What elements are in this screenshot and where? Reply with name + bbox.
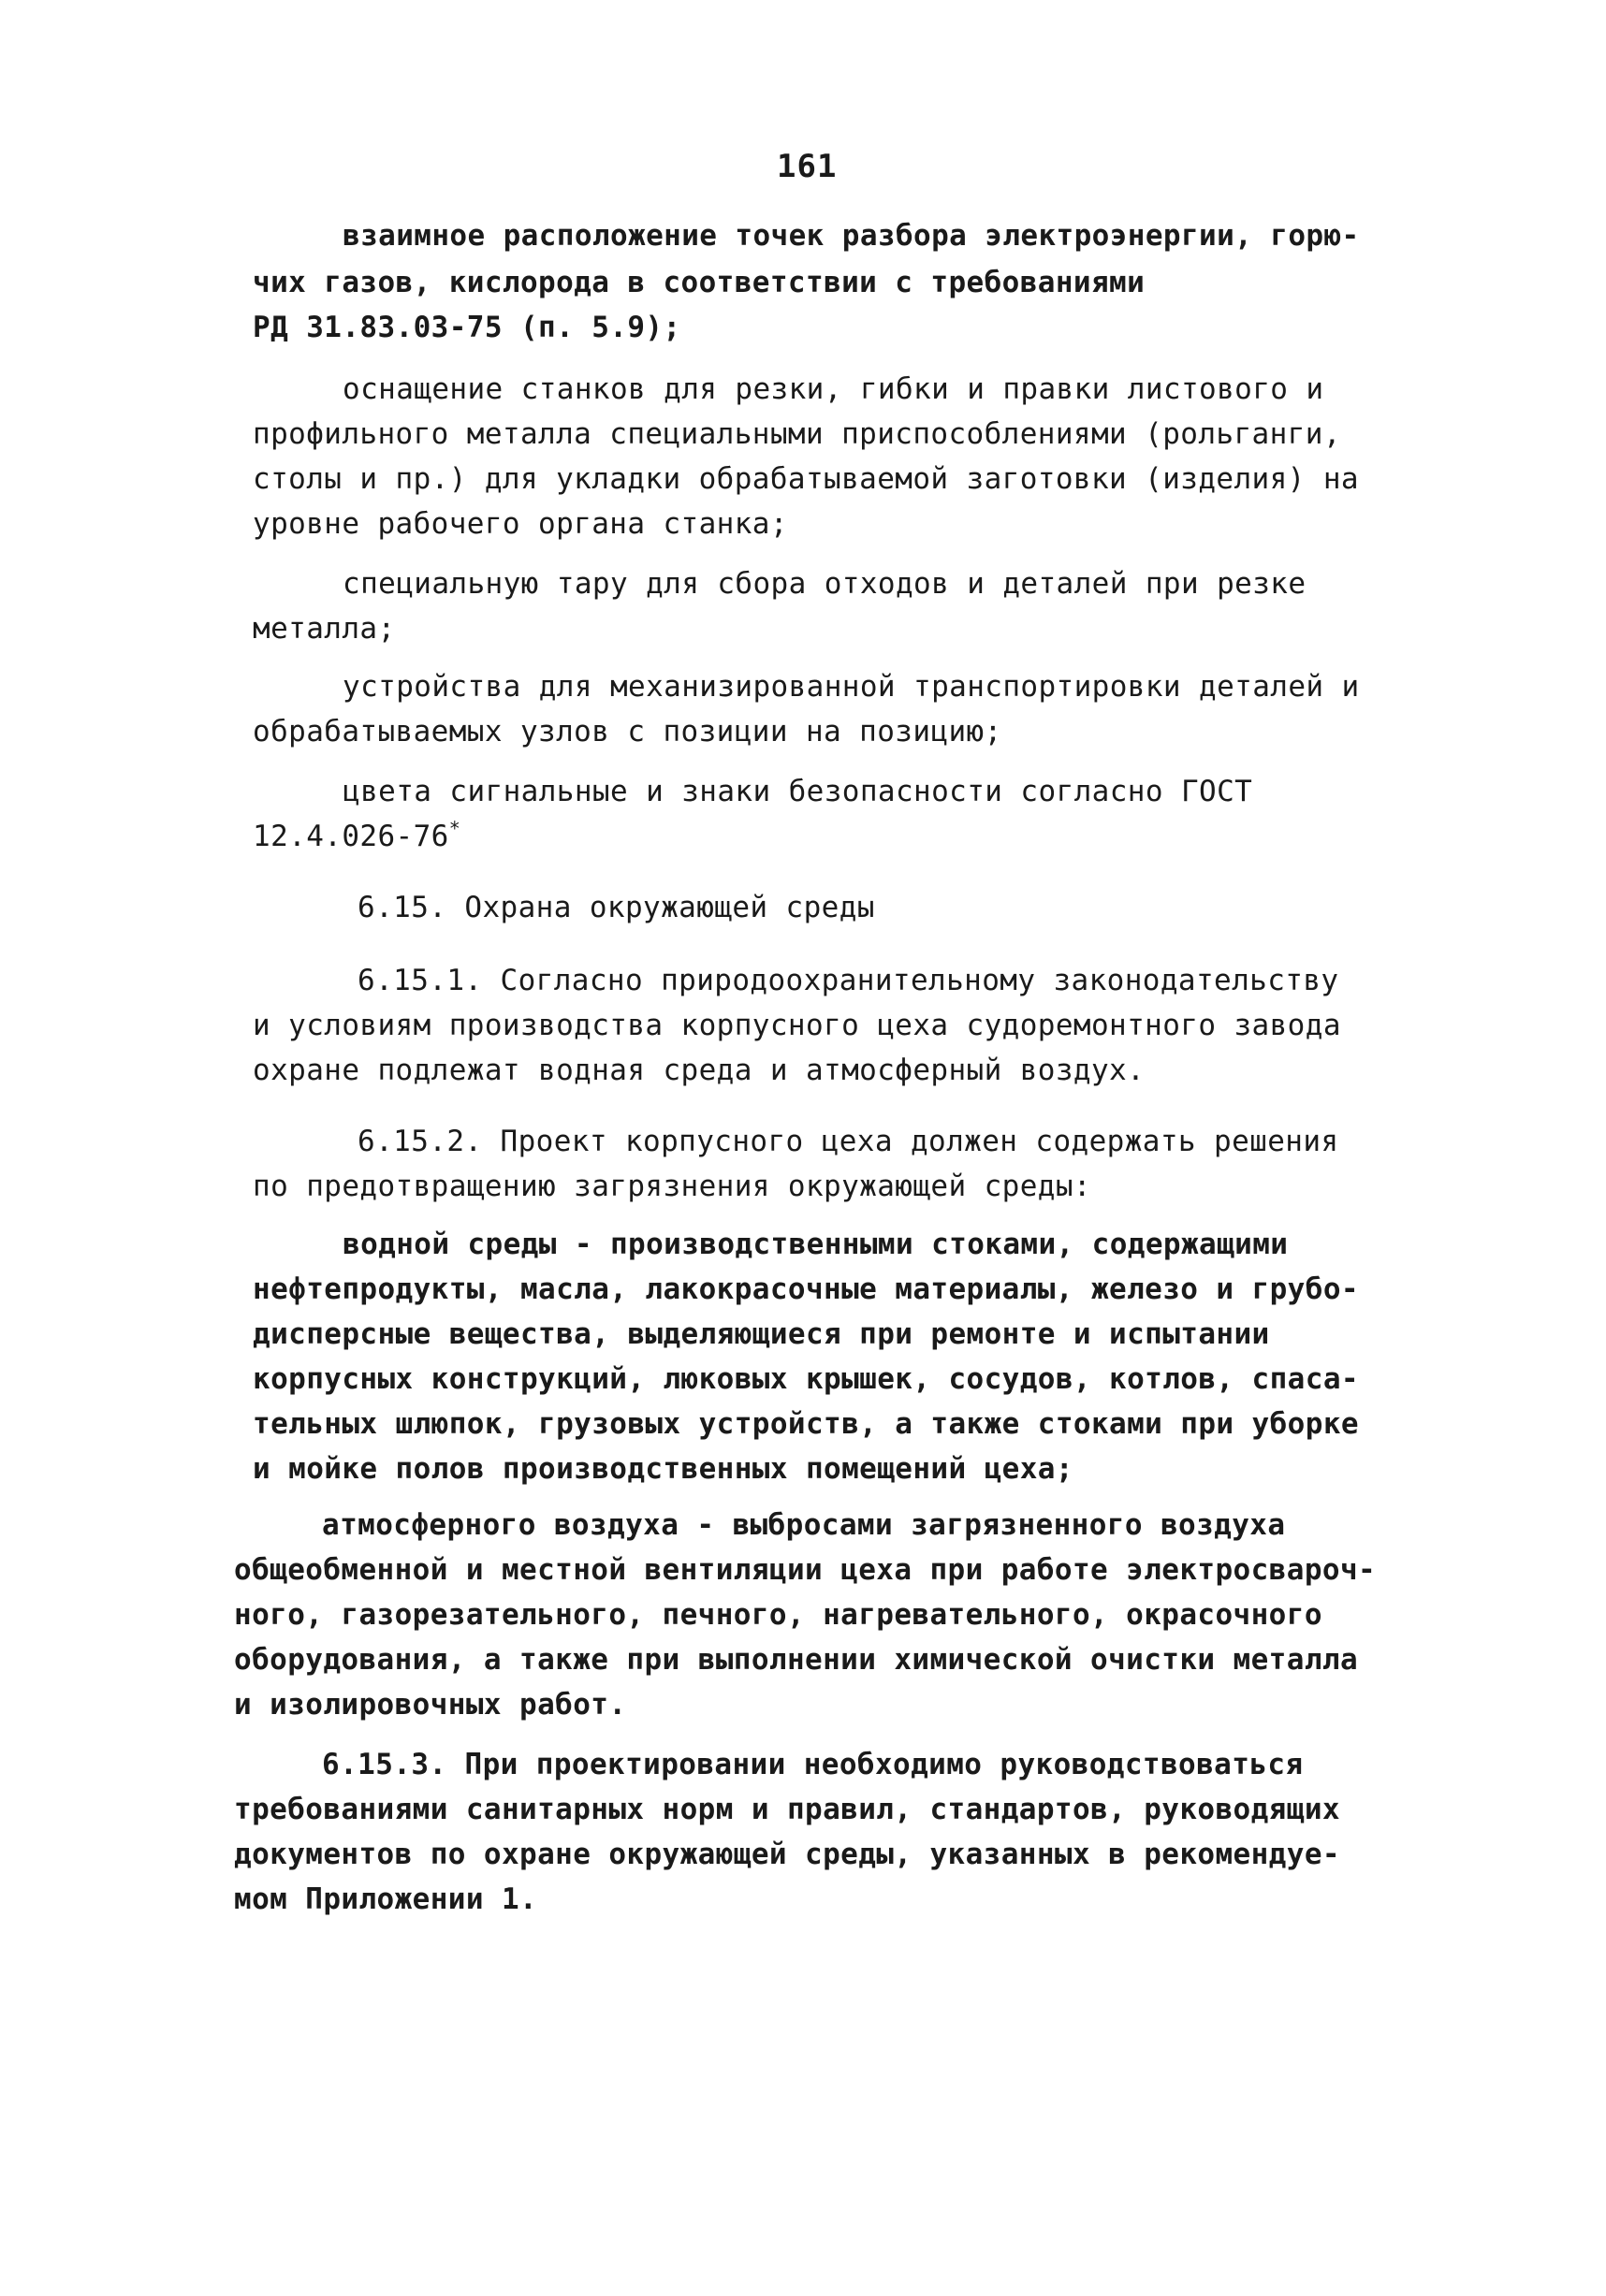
text-line: ного, газорезательного, печного, нагревательного, окрасочного: [234, 1598, 1322, 1632]
text-line: 6.15.2. Проект корпусного цеха должен содержать решения: [358, 1125, 1339, 1158]
text-line: [253, 818, 460, 855]
text-line: охране подлежат водная среда и атмосферный воздух.: [253, 1054, 1146, 1087]
text-line: и изолировочных работ.: [234, 1688, 627, 1722]
text-line: и мойке полов производственных помещений цеха;: [253, 1452, 1073, 1486]
text-line: взаимное расположение точек разбора электроэнергии, горю-: [343, 219, 1360, 253]
text-line: обрабатываемых узлов с позиции на позицию;: [253, 715, 1002, 748]
text-line: общеобменной и местной вентиляции цеха при работе электросвароч-: [234, 1553, 1377, 1587]
footnote-mark: *: [448, 817, 461, 840]
text-line: мом Приложении 1.: [234, 1882, 538, 1916]
text-line: устройства для механизированной транспортировки деталей и: [343, 670, 1360, 704]
text-line: металла;: [253, 612, 396, 646]
text-line: 6.15.3. При проектировании необходимо руководствоваться: [322, 1748, 1304, 1781]
text-line: чих газов, кислорода в соответствии с требованиями: [253, 266, 1146, 299]
page-number: 161: [777, 148, 838, 185]
standard-reference: 12.4.026-76: [253, 820, 449, 853]
text-line: оснащение станков для резки, гибки и правки листового и: [343, 372, 1324, 406]
text-line: нефтепродукты, масла, лакокрасочные материалы, железо и грубо-: [253, 1272, 1359, 1306]
text-line: оборудования, а также при выполнении химической очистки металла: [234, 1643, 1359, 1677]
text-line: цвета сигнальные и знаки безопасности согласно ГОСТ: [343, 775, 1253, 808]
text-line: РД 31.83.03-75 (п. 5.9);: [253, 311, 681, 344]
text-line: документов по охране окружающей среды, указанных в рекомендуе-: [234, 1838, 1340, 1871]
text-line: уровне рабочего органа станка;: [253, 507, 788, 541]
text-line: 6.15.1. Согласно природоохранительному законодательству: [358, 964, 1339, 997]
text-line: тельных шлюпок, грузовых устройств, а также стоками при уборке: [253, 1407, 1359, 1441]
text-line: водной среды - производственными стоками, содержащими: [343, 1228, 1289, 1261]
section-heading: 6.15. Охрана окружающей среды: [358, 891, 875, 924]
text-line: столы и пр.) для укладки обрабатываемой заготовки (изделия) на: [253, 462, 1359, 496]
text-line: специальную тару для сбора отходов и деталей при резке: [343, 567, 1307, 601]
text-line: требованиями санитарных норм и правил, стандартов, руководящих: [234, 1793, 1340, 1826]
text-line: профильного металла специальными приспособлениями (рольганги,: [253, 417, 1341, 451]
text-line: корпусных конструкций, люковых крышек, сосудов, котлов, спаса-: [253, 1362, 1359, 1396]
text-line: атмосферного воздуха - выбросами загрязненного воздуха: [322, 1508, 1286, 1542]
text-line: дисперсные вещества, выделяющиеся при ремонте и испытании: [253, 1317, 1270, 1351]
text-line: по предотвращению загрязнения окружающей среды:: [253, 1170, 1091, 1203]
text-line: и условиям производства корпусного цеха судоремонтного завода: [253, 1009, 1341, 1042]
